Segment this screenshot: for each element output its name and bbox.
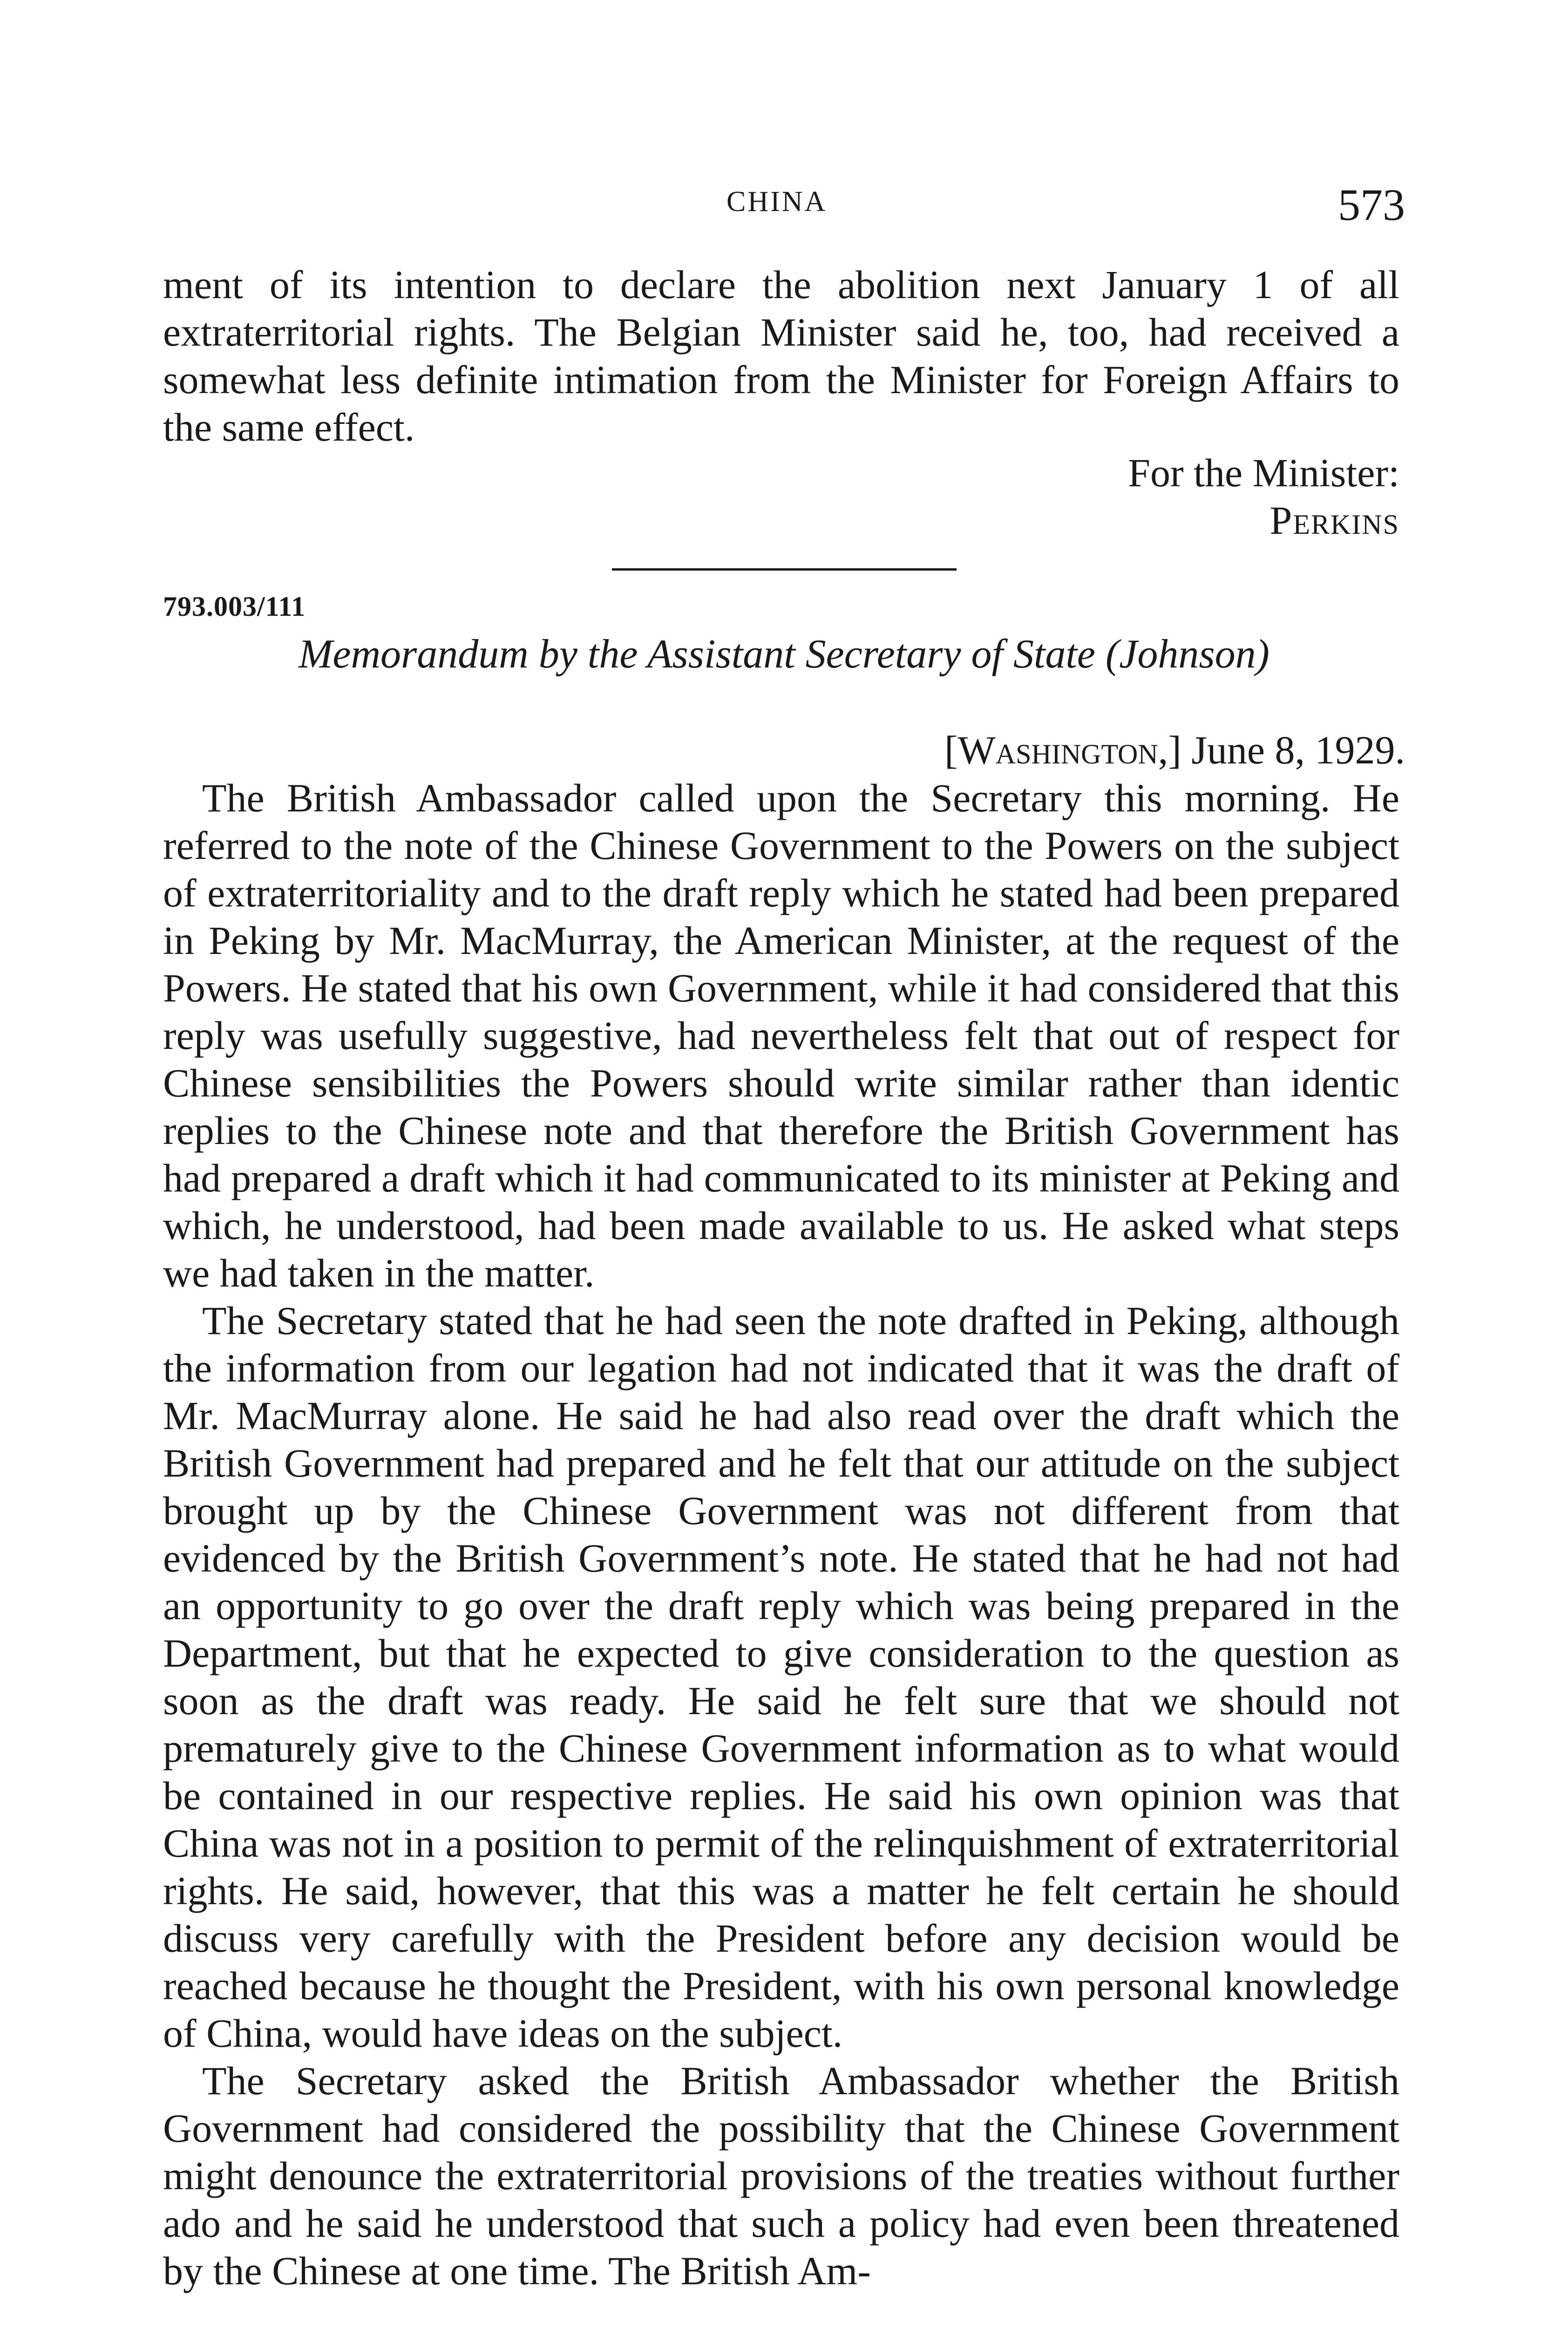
memorandum-body: [163, 774, 1399, 2295]
continuation-paragraph: [163, 261, 1399, 451]
signer-name: Perkins: [1269, 498, 1399, 543]
file-number: 793.003/111: [163, 591, 306, 622]
dateline: [944, 727, 1405, 773]
running-head: [0, 179, 1568, 230]
body-paragraph-3: The Secretary asked the British Ambassador whether the British Government had considered the possibility that the Chinese Government might denounce the extraterritorial provisions of the treaties without further ado and he said he understood that such a policy had even been threatened by the Chinese at one time. The British Am-: [163, 2058, 1399, 2293]
body-paragraph-2: The Secretary stated that he had seen the note drafted in Peking, although the information from our legation had not indicated that it was the draft of Mr. MacMurray alone. He said he had also read over the draft which the British Government had prepared and he felt that our attitude on the subject brought up by the Chinese Government was not different from that evidenced by the British Government’s note. He stated that he had not had an opportunity to go over the draft reply which was being prepared in the Department, but that he expected to give consideration to the question as soon as the draft was ready. He said he felt sure that we should not prematurely give to the Chinese Government information as to what would be contained in our respective replies. He said his own opinion was that China was not in a position to permit of the relinquishment of extraterritorial rights. He said, however, that this was a matter he felt certain he should discuss very carefully with the President before any decision would be reached because he thought the President, with his own personal knowledge of China, would have ideas on the subject.: [163, 1298, 1399, 2056]
signoff-line: For the Minister:: [1128, 450, 1399, 495]
body-paragraph-1: The British Ambassador called upon the Secretary this morning. He referred to the note of the Chinese Government to the Powers on the subject of extraterritoriality and to the draft reply which he stated had been prepared in Peking by Mr. MacMurray, the American Minister, at the request of the Powers. He stated that his own Government, while it had considered that this reply was usefully suggestive, had nevertheless felt that out of respect for Chinese sensibilities the Powers should write similar rather than identic replies to the Chinese note and that therefore the British Government has had prepared a draft which it had communicated to its minister at Peking and which, he understood, had been made available to us. He asked what steps we had taken in the matter.: [163, 776, 1399, 1295]
running-title: CHINA: [726, 186, 828, 218]
continuation-text: ment of its intention to declare the abolition next January 1 of all extraterritorial rights. The Belgian Minister said he, too, had received a somewhat less definite intimation from the Minister for Foreign Affairs to the same effect.: [163, 262, 1399, 449]
memorandum-heading: Memorandum by the Assistant Secretary of State (Johnson): [299, 632, 1269, 677]
dateline-place: [Washington,]: [944, 728, 1181, 772]
dateline-date: June 8, 1929.: [1191, 728, 1405, 772]
section-divider: [612, 568, 957, 571]
page-number: 573: [1338, 180, 1405, 230]
